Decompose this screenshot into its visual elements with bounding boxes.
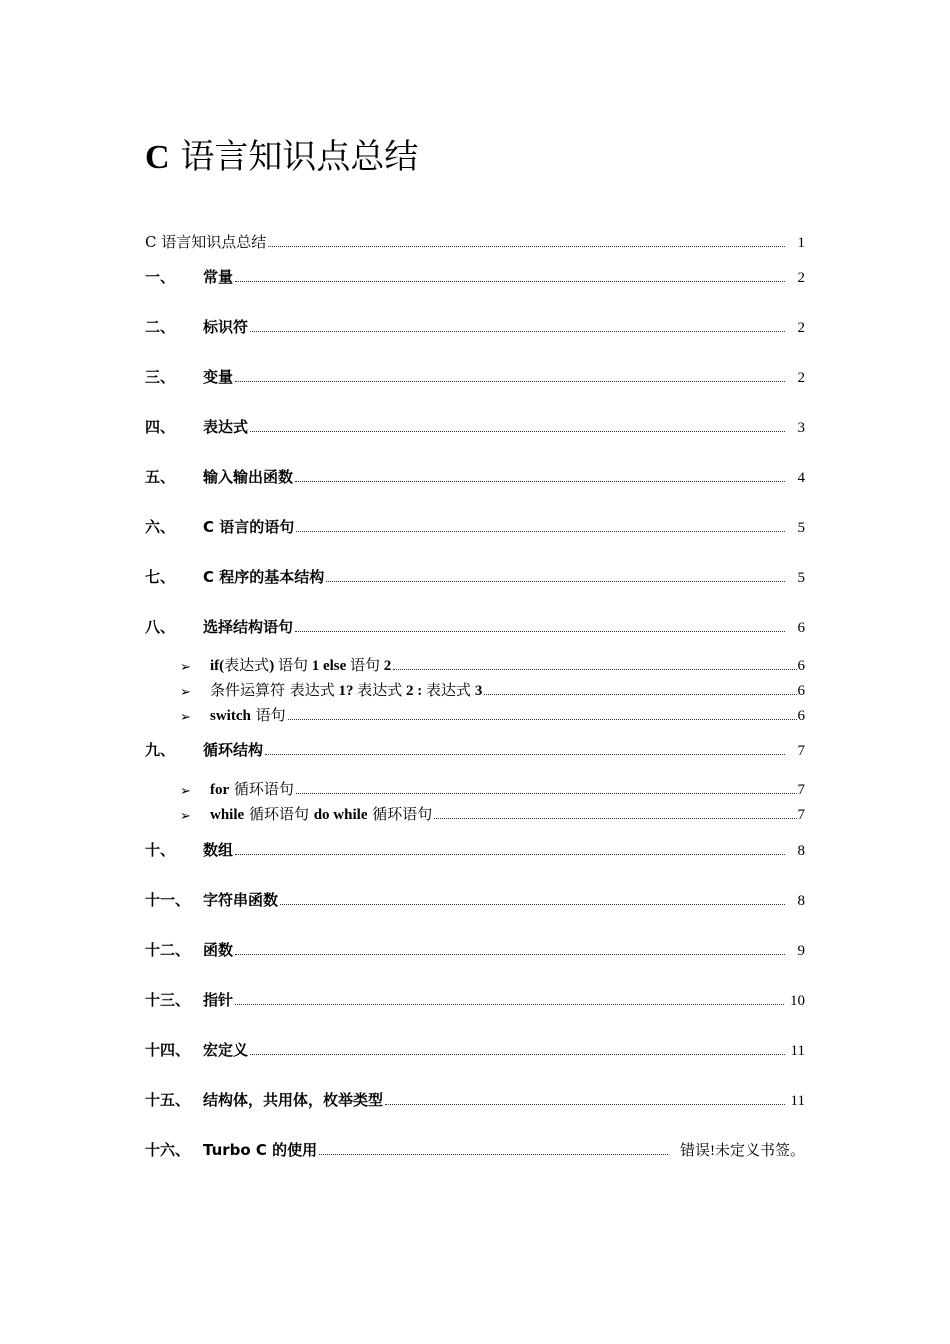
toc-entry-label: C 语言的语句 [203, 518, 295, 536]
toc-subentry-while[interactable] [180, 802, 805, 824]
toc-entry-number: 八、 [145, 618, 176, 636]
leader-dots [268, 245, 785, 247]
toc-page-number: 2 [797, 370, 805, 386]
toc-entry-selection[interactable] [145, 615, 805, 637]
leader-dots [280, 903, 785, 905]
toc-entry-number: 十六、 [145, 1141, 191, 1159]
toc-page-number: 7 [797, 782, 805, 798]
toc-subentry-label: while 循环语句 do while 循环语句 [210, 805, 433, 823]
toc-subentry-label: 条件运算符 表达式 1? 表达式 2 : 表达式 3 [210, 681, 483, 699]
toc-entry-number: 七、 [145, 568, 176, 586]
toc-entry-number: 十三、 [145, 991, 191, 1009]
leader-dots [295, 630, 785, 632]
page-title [145, 135, 418, 180]
leader-dots [250, 330, 785, 332]
toc-page-number: 6 [797, 683, 805, 699]
toc-entry-label: 指针 [203, 991, 234, 1009]
toc-entry-label: C 语言知识点总结 [145, 233, 267, 251]
toc-entry-program-structure[interactable] [145, 565, 805, 587]
toc-entry-structs[interactable] [145, 1088, 805, 1110]
leader-dots [235, 280, 785, 282]
leader-dots [296, 792, 797, 794]
toc-entry-label: 变量 [203, 368, 234, 386]
title-text: 语言知识点总结 [180, 137, 419, 177]
toc-entry-number: 三、 [145, 368, 176, 386]
toc-page-number: 11 [790, 1093, 805, 1109]
toc-page-number: 2 [797, 320, 805, 336]
toc-entry-pointers[interactable] [145, 988, 805, 1010]
leader-dots [235, 1003, 784, 1005]
toc-entry-number: 十一、 [145, 891, 191, 909]
toc-page-number: 5 [797, 570, 805, 586]
toc-entry-number: 十、 [145, 841, 176, 859]
toc-entry-turbo-c[interactable] [145, 1138, 805, 1160]
toc-entry-arrays[interactable] [145, 838, 805, 860]
toc-entry-number: 十二、 [145, 941, 191, 959]
leader-dots [393, 668, 797, 670]
leader-dots [250, 1053, 785, 1055]
leader-dots [235, 380, 785, 382]
arrow-bullet-icon: ➢ [180, 660, 191, 675]
toc-entry-io-functions[interactable] [145, 465, 805, 487]
toc-page-number: 4 [797, 470, 805, 486]
toc-entry-functions[interactable] [145, 938, 805, 960]
leader-dots [235, 853, 785, 855]
toc-page-number: 1 [797, 235, 805, 251]
toc-subentry-if[interactable] [180, 653, 805, 675]
toc-entry-expressions[interactable] [145, 415, 805, 437]
toc-entry-label: 循环结构 [203, 741, 264, 759]
toc-entry-string-functions[interactable] [145, 888, 805, 910]
leader-dots [288, 718, 797, 720]
toc-entry-label: 常量 [203, 268, 234, 286]
toc-page-number: 错误!未定义书签。 [680, 1143, 805, 1159]
toc-entry-label: 字符串函数 [203, 891, 279, 909]
toc-entry-macros[interactable] [145, 1038, 805, 1060]
toc-entry-number: 四、 [145, 418, 176, 436]
leader-dots [319, 1153, 668, 1155]
toc-entry-number: 六、 [145, 518, 176, 536]
toc-entry-loops[interactable] [145, 738, 805, 760]
toc-entry-number: 十五、 [145, 1091, 191, 1109]
leader-dots [434, 817, 797, 819]
toc-page-number: 10 [790, 993, 805, 1009]
leader-dots [326, 580, 785, 582]
leader-dots [484, 693, 797, 695]
toc-entry-label: C 程序的基本结构 [203, 568, 325, 586]
toc-entry-label: 输入输出函数 [203, 468, 294, 486]
toc-entry-variables[interactable] [145, 365, 805, 387]
toc-entry-label: 选择结构语句 [203, 618, 294, 636]
arrow-bullet-icon: ➢ [180, 685, 191, 700]
toc-page-number: 6 [797, 708, 805, 724]
toc-subentry-ternary[interactable] [180, 678, 805, 700]
toc-page-number: 2 [797, 270, 805, 286]
arrow-bullet-icon: ➢ [180, 809, 191, 824]
arrow-bullet-icon: ➢ [180, 710, 191, 725]
toc-entry-label: 宏定义 [203, 1041, 249, 1059]
toc-entry-number: 九、 [145, 741, 176, 759]
toc-entry-label: 数组 [203, 841, 234, 859]
toc-entry-title[interactable] [145, 230, 805, 252]
toc-entry-number: 十四、 [145, 1041, 191, 1059]
leader-dots [250, 430, 785, 432]
toc-entry-label: 函数 [203, 941, 234, 959]
toc-page-number: 5 [797, 520, 805, 536]
arrow-bullet-icon: ➢ [180, 784, 191, 799]
leader-dots [235, 953, 785, 955]
toc-page-number: 7 [797, 743, 805, 759]
toc-page-number: 8 [797, 843, 805, 859]
toc-subentry-label: switch 语句 [210, 706, 286, 724]
toc-subentry-for[interactable] [180, 777, 805, 799]
toc-page-number: 7 [797, 807, 805, 823]
toc-entry-number: 五、 [145, 468, 176, 486]
toc-entry-label: Turbo C 的使用 [203, 1141, 318, 1159]
title-prefix: C [145, 139, 170, 176]
toc-page-number: 6 [797, 658, 805, 674]
toc-entry-number: 二、 [145, 318, 176, 336]
toc-entry-label: 表达式 [203, 418, 249, 436]
toc-entry-label: 标识符 [203, 318, 249, 336]
toc-page-number: 9 [797, 943, 805, 959]
toc-entry-identifiers[interactable] [145, 315, 805, 337]
toc-page-number: 8 [797, 893, 805, 909]
toc-page-number: 3 [797, 420, 805, 436]
toc-page-number: 11 [790, 1043, 805, 1059]
leader-dots [385, 1103, 785, 1105]
toc-subentry-label: for 循环语句 [210, 780, 294, 798]
toc-entry-number: 一、 [145, 268, 176, 286]
toc-entry-constants[interactable] [145, 265, 805, 287]
toc-subentry-switch[interactable] [180, 703, 805, 725]
toc-entry-statements[interactable] [145, 515, 805, 537]
toc-entry-label: 结构体，共用体，枚举类型 [203, 1091, 384, 1109]
toc-page-number: 6 [797, 620, 805, 636]
toc-subentry-label: if(表达式) 语句 1 else 语句 2 [210, 656, 392, 674]
leader-dots [265, 753, 785, 755]
leader-dots [296, 530, 785, 532]
leader-dots [295, 480, 785, 482]
